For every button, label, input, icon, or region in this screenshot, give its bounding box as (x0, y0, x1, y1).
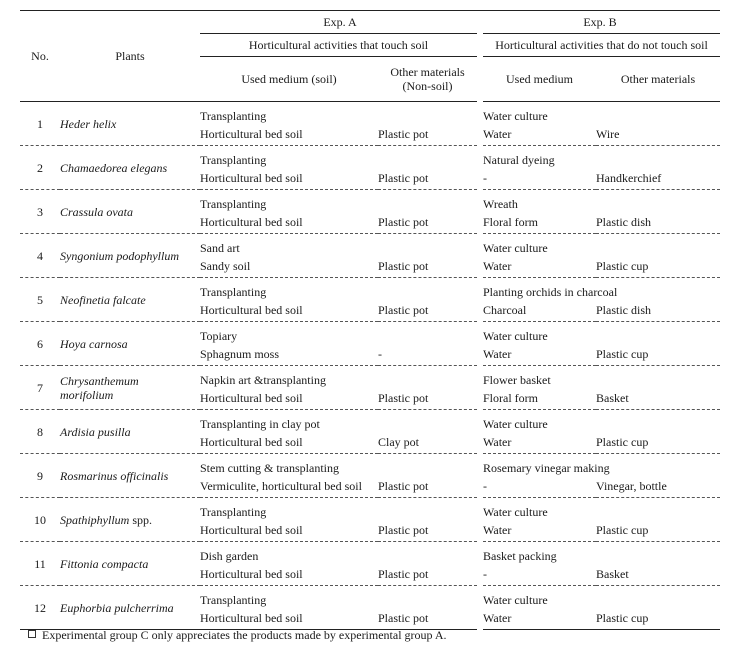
plant-name: Chamaedorea elegans (60, 146, 200, 190)
exp-a-activity: Transplanting (200, 593, 267, 607)
exp-b-activity: Water culture (480, 586, 720, 608)
exp-b-activity: Basket packing (480, 542, 720, 564)
row-number: 12 (20, 586, 60, 630)
plant-name: Ardisia pusilla (60, 410, 200, 454)
table-row (20, 454, 720, 476)
header-exp-b-sub: Horticultural activities that do not touch soil (480, 34, 720, 57)
row-number: 11 (20, 542, 60, 586)
header-plants: Plants (60, 11, 200, 102)
table-row (20, 146, 720, 168)
exp-b-other-material: Basket (596, 563, 720, 586)
table-row (20, 278, 720, 300)
row-number: 2 (20, 146, 60, 190)
exp-a-medium: Horticultural bed soil (200, 211, 378, 234)
square-bullet-icon (28, 630, 36, 638)
exp-b-activity: Water culture (480, 410, 720, 432)
table-row (20, 102, 720, 124)
header-a-medium: Used medium (soil) (200, 57, 378, 102)
exp-a-medium: Horticultural bed soil (200, 299, 378, 322)
table-row (20, 542, 720, 564)
exp-b-other-material: Handkerchief (596, 167, 720, 190)
exp-a-other-material: Plastic pot (378, 211, 480, 234)
plant-name: Spathiphyllum spp. (60, 498, 200, 542)
exp-a-medium: Horticultural bed soil (200, 431, 378, 454)
exp-a-other-material: Plastic pot (378, 387, 480, 410)
exp-b-other-material: Plastic cup (596, 255, 720, 278)
exp-b-other-material: Plastic dish (596, 299, 720, 322)
exp-a-medium: Horticultural bed soil (200, 563, 378, 586)
exp-a-medium: Sandy soil (200, 255, 378, 278)
plant-name: Fittonia compacta (60, 542, 200, 586)
row-number: 5 (20, 278, 60, 322)
exp-a-activity: Napkin art &transplanting (200, 373, 326, 387)
exp-b-medium: - (480, 167, 596, 190)
exp-a-activity: Transplanting (200, 197, 267, 211)
exp-b-medium: Water (480, 431, 596, 454)
row-number: 10 (20, 498, 60, 542)
exp-b-activity: Water culture (480, 498, 720, 520)
header-b-medium: Used medium (480, 57, 596, 102)
exp-a-medium: Sphagnum moss (200, 343, 378, 366)
exp-a-medium: Horticultural bed soil (200, 519, 378, 542)
exp-b-medium: Water (480, 123, 596, 146)
exp-a-medium: Horticultural bed soil (200, 123, 378, 146)
plant-name: Hoya carnosa (60, 322, 200, 366)
exp-b-medium: - (480, 475, 596, 498)
exp-a-other-material: Plastic pot (378, 519, 480, 542)
exp-a-other-material: Plastic pot (378, 123, 480, 146)
exp-a-other-material: Plastic pot (378, 255, 480, 278)
table-row (20, 190, 720, 212)
exp-a-activity: Topiary (200, 329, 238, 343)
exp-a-other-material: Plastic pot (378, 607, 480, 630)
header-a-other: Other materials (Non-soil) (378, 57, 480, 102)
header-exp-b: Exp. B (480, 11, 720, 34)
exp-a-medium: Vermiculite, horticultural bed soil (200, 475, 378, 498)
exp-b-medium: Water (480, 255, 596, 278)
exp-b-activity: Water culture (480, 234, 720, 256)
exp-b-medium: Water (480, 519, 596, 542)
exp-b-activity: Water culture (480, 322, 720, 344)
exp-a-medium: Horticultural bed soil (200, 167, 378, 190)
table-row (20, 366, 720, 388)
exp-a-activity: Stem cutting & transplanting (200, 461, 339, 475)
exp-b-other-material: Plastic dish (596, 211, 720, 234)
exp-b-medium: Charcoal (480, 299, 596, 322)
exp-b-medium: Water (480, 607, 596, 630)
exp-b-medium: Water (480, 343, 596, 366)
table-row (20, 234, 720, 256)
exp-a-other-material: Plastic pot (378, 299, 480, 322)
plant-name: Neofinetia falcate (60, 278, 200, 322)
exp-b-activity: Natural dyeing (480, 146, 720, 168)
exp-a-other-material: Plastic pot (378, 475, 480, 498)
plants-activities-table (20, 10, 720, 630)
exp-a-activity: Transplanting (200, 153, 267, 167)
exp-b-activity: Flower basket (480, 366, 720, 388)
header-exp-a-sub: Horticultural activities that touch soil (200, 34, 480, 57)
exp-b-activity: Wreath (480, 190, 720, 212)
row-number: 1 (20, 102, 60, 146)
exp-b-medium: Floral form (480, 387, 596, 410)
exp-b-other-material: Vinegar, bottle (596, 475, 720, 498)
exp-a-activity: Transplanting in clay pot (200, 417, 320, 431)
table-row (20, 586, 720, 608)
row-number: 7 (20, 366, 60, 410)
exp-a-other-material: Plastic pot (378, 563, 480, 586)
exp-b-medium: Floral form (480, 211, 596, 234)
header-exp-a: Exp. A (200, 11, 480, 34)
table-footnote: Experimental group C only appreciates the products made by experimental group A. (28, 628, 447, 643)
exp-a-activity: Dish garden (200, 549, 259, 563)
exp-a-medium: Horticultural bed soil (200, 387, 378, 410)
row-number: 4 (20, 234, 60, 278)
plant-name: Syngonium podophyllum (60, 234, 200, 278)
plant-name: Euphorbia pulcherrima (60, 586, 200, 630)
header-b-other: Other materials (596, 57, 720, 102)
row-number: 9 (20, 454, 60, 498)
exp-b-activity: Rosemary vinegar making (480, 454, 720, 476)
table-row (20, 410, 720, 432)
header-no: No. (20, 11, 60, 102)
table-row (20, 322, 720, 344)
row-number: 3 (20, 190, 60, 234)
plant-name: Rosmarinus officinalis (60, 454, 200, 498)
exp-a-other-material: Plastic pot (378, 167, 480, 190)
exp-b-medium: - (480, 563, 596, 586)
exp-a-activity: Sand art (200, 241, 240, 255)
exp-b-other-material: Basket (596, 387, 720, 410)
row-number: 6 (20, 322, 60, 366)
row-number: 8 (20, 410, 60, 454)
exp-b-other-material: Plastic cup (596, 607, 720, 630)
exp-b-other-material: Wire (596, 123, 720, 146)
exp-a-activity: Transplanting (200, 109, 267, 123)
exp-b-activity: Water culture (480, 102, 720, 124)
exp-a-medium: Horticultural bed soil (200, 607, 378, 630)
exp-b-activity: Planting orchids in charcoal (480, 278, 720, 300)
table-row (20, 498, 720, 520)
exp-a-activity: Transplanting (200, 505, 267, 519)
exp-a-other-material: - (378, 343, 480, 366)
exp-a-activity: Transplanting (200, 285, 267, 299)
exp-b-other-material: Plastic cup (596, 343, 720, 366)
plant-name: Heder helix (60, 102, 200, 146)
exp-b-other-material: Plastic cup (596, 431, 720, 454)
plant-name: Crassula ovata (60, 190, 200, 234)
exp-a-other-material: Clay pot (378, 431, 480, 454)
plant-name: Chrysanthemum morifolium (60, 366, 200, 410)
exp-b-other-material: Plastic cup (596, 519, 720, 542)
